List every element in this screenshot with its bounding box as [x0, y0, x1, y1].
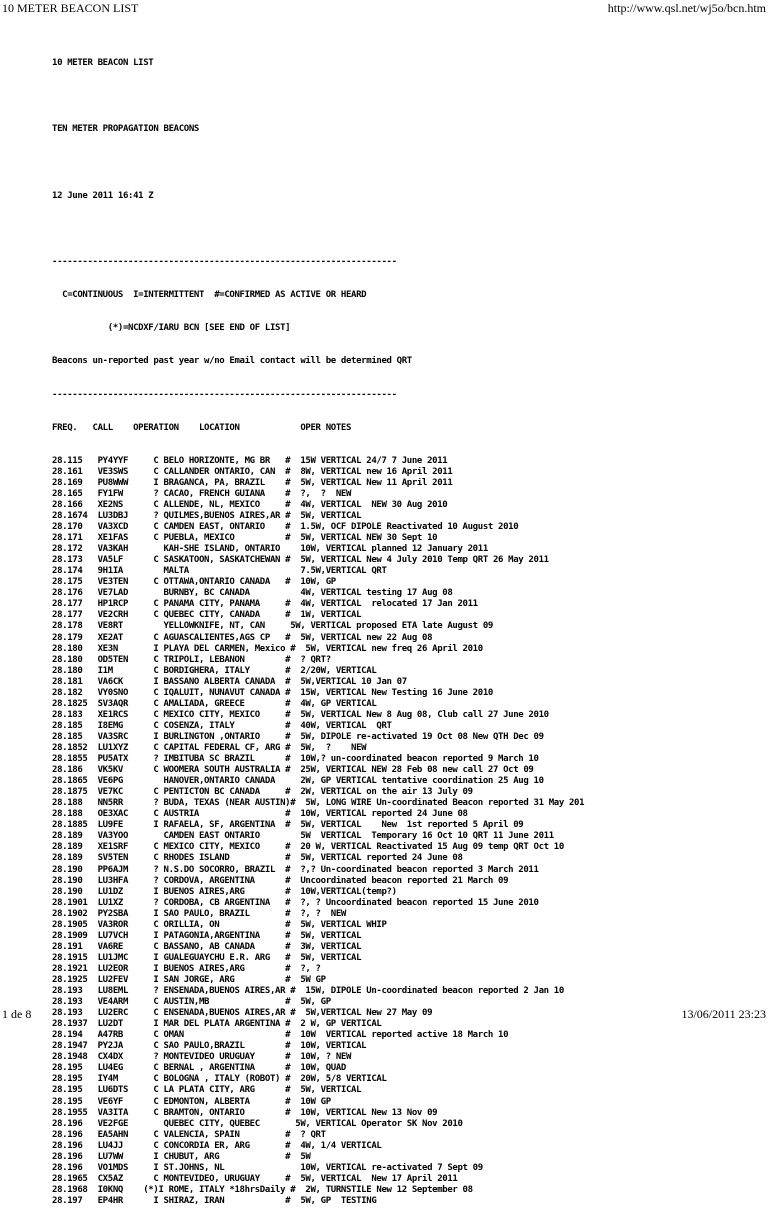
beacon-row: 28.1968 I0KNQ (*)I ROME, ITALY *18hrsDaily # 2W, TURNSTILE New 12 September 08	[52, 1184, 473, 1195]
beacon-row: 28.178 VE8RT YELLOWKNIFE, NT, CAN 5W, VERTICAL proposed ETA late August 09	[52, 621, 493, 632]
beacon-row: 28.181 VA6CK I BASSANO ALBERTA CANADA # 5W,VERTICAL 10 Jan 07	[52, 676, 407, 687]
beacon-row: 28.165 FY1FW ? CACAO, FRENCH GUIANA # ?, ? NEW	[52, 488, 352, 499]
browser-page-number: 1 de 8	[2, 1007, 32, 1021]
beacon-row: 28.1875 VE7KC C PENTICTON BC CANADA # 2W, VERTICAL on the air 13 July 09	[52, 787, 473, 798]
beacon-row: 28.196 LU7WW I CHUBUT, ARG # 5W	[52, 1151, 311, 1162]
beacon-row: 28.180 I1M C BORDIGHERA, ITALY # 2/20W, VERTICAL	[52, 665, 377, 676]
beacon-row: 28.172 VA3KAH KAH-SHE ISLAND, ONTARIO 10W, VERTICAL planned 12 January 2011	[52, 544, 488, 555]
beacon-row: 28.1948 CX4DX ? MONTEVIDEO URUGUAY # 10W, ? NEW	[52, 1052, 352, 1063]
beacon-row: 28.186 VK5KV C WOOMERA SOUTH AUSTRALIA # 25W, VERTICAL NEW 28 Feb 08 new call 27 Oct 09	[52, 765, 534, 776]
beacon-row: 28.180 XE3N I PLAYA DEL CARMEN, Mexico # 5W, VERTICAL new freq 26 April 2010	[52, 643, 483, 654]
beacon-row: 28.1902 PY2SBA I SAO PAULO, BRAZIL # ?, ? NEW	[52, 908, 346, 919]
legend-unreported: Beacons un-reported past year w/no Email contact will be determined QRT	[52, 356, 412, 367]
beacon-row: 28.185 I8EMG C COSENZA, ITALY # 40W, VERTICAL QRT	[52, 720, 392, 731]
browser-page-title: 10 METER BEACON LIST	[2, 1, 139, 15]
beacon-row: 28.182 VY0SNO C IQALUIT, NUNAVUT CANADA # 15W, VERTICAL New Testing 16 June 2010	[52, 687, 493, 698]
beacon-row: 28.171 XE1FAS C PUEBLA, MEXICO # 5W, VERTICAL NEW 30 Sept 10	[52, 533, 438, 544]
beacon-list	[52, 456, 764, 1207]
beacon-row: 28.166 XE2NS C ALLENDE, NL, MEXICO # 4W, VERTICAL NEW 30 Aug 2010	[52, 499, 448, 510]
beacon-row: 28.174 9H1IA MALTA 7.5W,VERTICAL QRT	[52, 566, 387, 577]
beacon-row: 28.195 VE6YF C EDMONTON, ALBERTA # 10W GP	[52, 1096, 331, 1107]
beacon-row: 28.191 VA6RE C BASSANO, AB CANADA # 3W, VERTICAL	[52, 941, 362, 952]
beacon-row: 28.177 HP1RCP C PANAMA CITY, PANAMA # 4W, VERTICAL relocated 17 Jan 2011	[52, 599, 478, 610]
beacon-row: 28.1909 LU7VCH I PATAGONIA,ARGENTINA # 5W, VERTICAL	[52, 930, 362, 941]
beacon-row: 28.1674 LU3DBJ ? QUILMES,BUENOS AIRES,AR # 5W, VERTICAL	[52, 511, 362, 522]
beacon-row: 28.1905 VA3ROR C ORILLIA, ON # 5W, VERTICAL WHIP	[52, 919, 387, 930]
beacon-row: 28.1852 LU1XYZ C CAPITAL FEDERAL CF, ARG # 5W, ? NEW	[52, 743, 367, 753]
beacon-row: 28.190 LU3HFA ? CORDOVA, ARGENTINA # Uncoordinated beacon reported 21 March 09	[52, 875, 509, 886]
beacon-row: 28.196 EA5AHN C VALENCIA, SPAIN # ? QRT	[52, 1129, 326, 1140]
beacon-row: 28.179 XE2AT C AGUASCALIENTES,AGS CP # 5W, VERTICAL new 22 Aug 08	[52, 632, 433, 643]
beacon-row: 28.1965 CX5AZ C MONTEVIDEO, URUGUAY # 5W, VERTICAL New 17 April 2011	[52, 1173, 458, 1184]
beacon-row: 28.195 IY4M C BOLOGNA , ITALY (ROBOT) # 20W, 5/8 VERTICAL	[52, 1074, 387, 1085]
separator-mid: --------------------------------------------------------------------	[52, 389, 397, 400]
beacon-row: 28.1865 VE6PG HANOVER,ONTARIO CANADA 2W, GP VERTICAL tentative coordination 25 Aug 10	[52, 776, 544, 787]
separator-top: --------------------------------------------------------------------	[52, 256, 397, 267]
beacon-row: 28.169 PU8WWW I BRAGANCA, PA, BRAZIL # 5W, VERTICAL New 11 April 2011	[52, 477, 453, 488]
legend-codes: C=CONTINUOUS I=INTERMITTENT #=CONFIRMED AS ACTIVE OR HEARD	[52, 290, 367, 301]
beacon-row: 28.1885 LU9FE I RAFAELA, SF, ARGENTINA # 5W, VERTICAL New 1st reported 5 April 09	[52, 820, 524, 831]
beacon-row: 28.190 PP6AJM ? N.S.DO SOCORRO, BRAZIL # ?,? Un-coordinated beacon reported 3 March 2011	[52, 864, 539, 875]
beacon-row: 28.177 VE2CRH C QUEBEC CITY, CANADA # 1W, VERTICAL	[52, 610, 362, 621]
beacon-row: 28.1921 LU2EOR I BUENOS AIRES,ARG # ?, ?	[52, 963, 321, 974]
beacon-row: 28.195 LU6DTS C LA PLATA CITY, ARG # 5W, VERTICAL	[52, 1085, 362, 1096]
beacon-row: 28.1947 PY2JA C SÃO PAULO,BRAZIL # 10W, VERTICAL	[52, 1041, 367, 1052]
beacon-row: 28.196 LU4JJ C CONCORDIA ER, ARG # 4W, 1/4 VERTICAL	[52, 1140, 382, 1151]
beacon-row: 28.196 VO1MDS I ST.JOHNS, NL 10W, VERTICAL re-activated 7 Sept 09	[52, 1162, 483, 1173]
browser-page-url: http://www.qsl.net/wj5o/bcn.htm	[607, 1, 766, 15]
beacon-row: 28.115 PY4YYF C BELO HORIZONTE, MG BR # 15W VERTICAL 24/7 7 June 2011	[52, 455, 448, 466]
beacon-row: 28.1915 LU1JMC I GUALEGUAYCHU E.R. ARG # 5W, VERTICAL	[52, 952, 362, 963]
beacon-row: 28.173 VA5LF C SASKATOON, SASKATCHEWAN # 5W, VERTICAL New 4 July 2010 Temp QRT 26 May 2011	[52, 555, 549, 566]
beacon-row: 28.193 LU8EML ? ENSENADA,BUENOS AIRES,AR # 15W, DIPOLE Un-coordinated beacon reported 2 Jan 10	[52, 986, 564, 997]
beacon-row: 28.1825 SV3AQR C AMALIADA, GREECE # 4W, GP VERTICAL	[52, 698, 377, 709]
beacon-row: 28.161 VE3SWS C CALLANDER ONTARIO, CAN # 8W, VERTICAL new 16 April 2011	[52, 466, 453, 477]
legend-ncdxf: (*)=NCDXF/IARU BCN [SEE END OF LIST]	[52, 323, 291, 334]
beacon-row: 28.189 VA3YOO CAMDEN EAST ONTARIO 5W VERTICAL Temporary 16 Oct 10 QRT 11 June 2011	[52, 831, 554, 842]
beacon-row: 28.196 VE2FGE QUEBEC CITY, QUEBEC 5W, VERTICAL Operator SK Nov 2010	[52, 1118, 463, 1129]
beacon-row: 28.1901 LU1XZ ? CORDOBA, CB ARGENTINA # ?, ? Uncoordinated beacon reported 15 June 2010	[52, 897, 539, 908]
beacon-row: 28.175 VE3TEN C OTTAWA,ONTARIO CANADA # 10W, GP	[52, 577, 336, 588]
beacon-row: 28.197 EP4HR I SHIRAZ, IRAN # 5W, GP TESTING	[52, 1195, 377, 1206]
beacon-row: 28.193 VE4ARM C AUSTIN,MB # 5W, GP	[52, 997, 331, 1008]
beacon-row: 28.195 LU4EG C BERNAL , ARGENTINA # 10W, QUAD	[52, 1063, 346, 1074]
beacon-row: 28.1955 VA3ITA C BRAMTON, ONTARIO # 10W, VERTICAL New 13 Nov 09	[52, 1107, 438, 1118]
beacon-row: 28.188 OE3XAC C AUSTRIA # 10W, VERTICAL reported 24 June 08	[52, 809, 468, 820]
beacon-row: 28.1855 PU5ATX ? IMBITUBA SC BRAZIL # 10W,? un-coordinated beacon reported 9 March 10	[52, 754, 539, 765]
beacon-row: 28.1925 LU2FEV I SAN JORGE, ARG # 5W GP	[52, 974, 326, 985]
doc-date: 12 June 2011 16:41 Z	[52, 190, 154, 201]
beacon-row: 28.189 XE1SRF C MEXICO CITY, MEXICO # 20 W, VERTICAL Reactivated 15 Aug 09 temp QRT Oct 10	[52, 842, 564, 853]
browser-print-datetime: 13/06/2011 23:23	[681, 1007, 766, 1021]
beacon-row: 28.190 LU1DZ I BUENOS AIRES,ARG # 10W,VERTICAL(temp?)	[52, 886, 397, 897]
beacon-row: 28.180 OD5TEN C TRIPOLI, LEBANON # ? QRT?	[52, 654, 331, 665]
beacon-row: 28.170 VA3XCD C CAMDEN EAST, ONTARIO # 1.5W, OCF DIPOLE Reactivated 10 August 2010	[52, 522, 519, 533]
beacon-row: 28.183 XE1RCS C MEXICO CITY, MEXICO # 5W, VERTICAL New 8 Aug 08, Club call 27 June 2010	[52, 709, 549, 720]
beacon-row: 28.188 NN5RR ? BUDA, TEXAS (NEAR AUSTIN)# 5W, LONG WIRE Un-coordinated Beacon reported 31 May 201	[52, 798, 585, 809]
beacon-row: 28.185 VA3SRC I BURLINGTON ,ONTARIO # 5W, DIPOLE re-activated 19 Oct 08 New QTH Dec 09	[52, 731, 544, 742]
beacon-row: 28.1937 LU2DT I MAR DEL PLATA ARGENTINA # 2 W, GP VERTICAL	[52, 1019, 382, 1030]
beacon-row: 28.189 SV5TEN C RHODES ISLAND # 5W, VERTICAL reported 24 June 08	[52, 853, 463, 864]
beacon-row: 28.193 LU2ERC C ENSENADA,BUENOS AIRES,AR # 5W,VERTICAL New 27 May 09	[52, 1008, 433, 1019]
beacon-row: 28.194 A47RB C OMAN # 10W VERTICAL reported active 18 March 10	[52, 1030, 509, 1041]
doc-subtitle: TEN METER PROPAGATION BEACONS	[52, 124, 199, 135]
doc-title: 10 METER BEACON LIST	[52, 58, 154, 69]
document-body	[52, 36, 764, 1218]
column-header: FREQ. CALL OPERATION LOCATION OPER NOTES	[52, 422, 352, 433]
beacon-row: 28.176 VE7LAD BURNBY, BC CANADA 4W, VERTICAL testing 17 Aug 08	[52, 588, 453, 599]
